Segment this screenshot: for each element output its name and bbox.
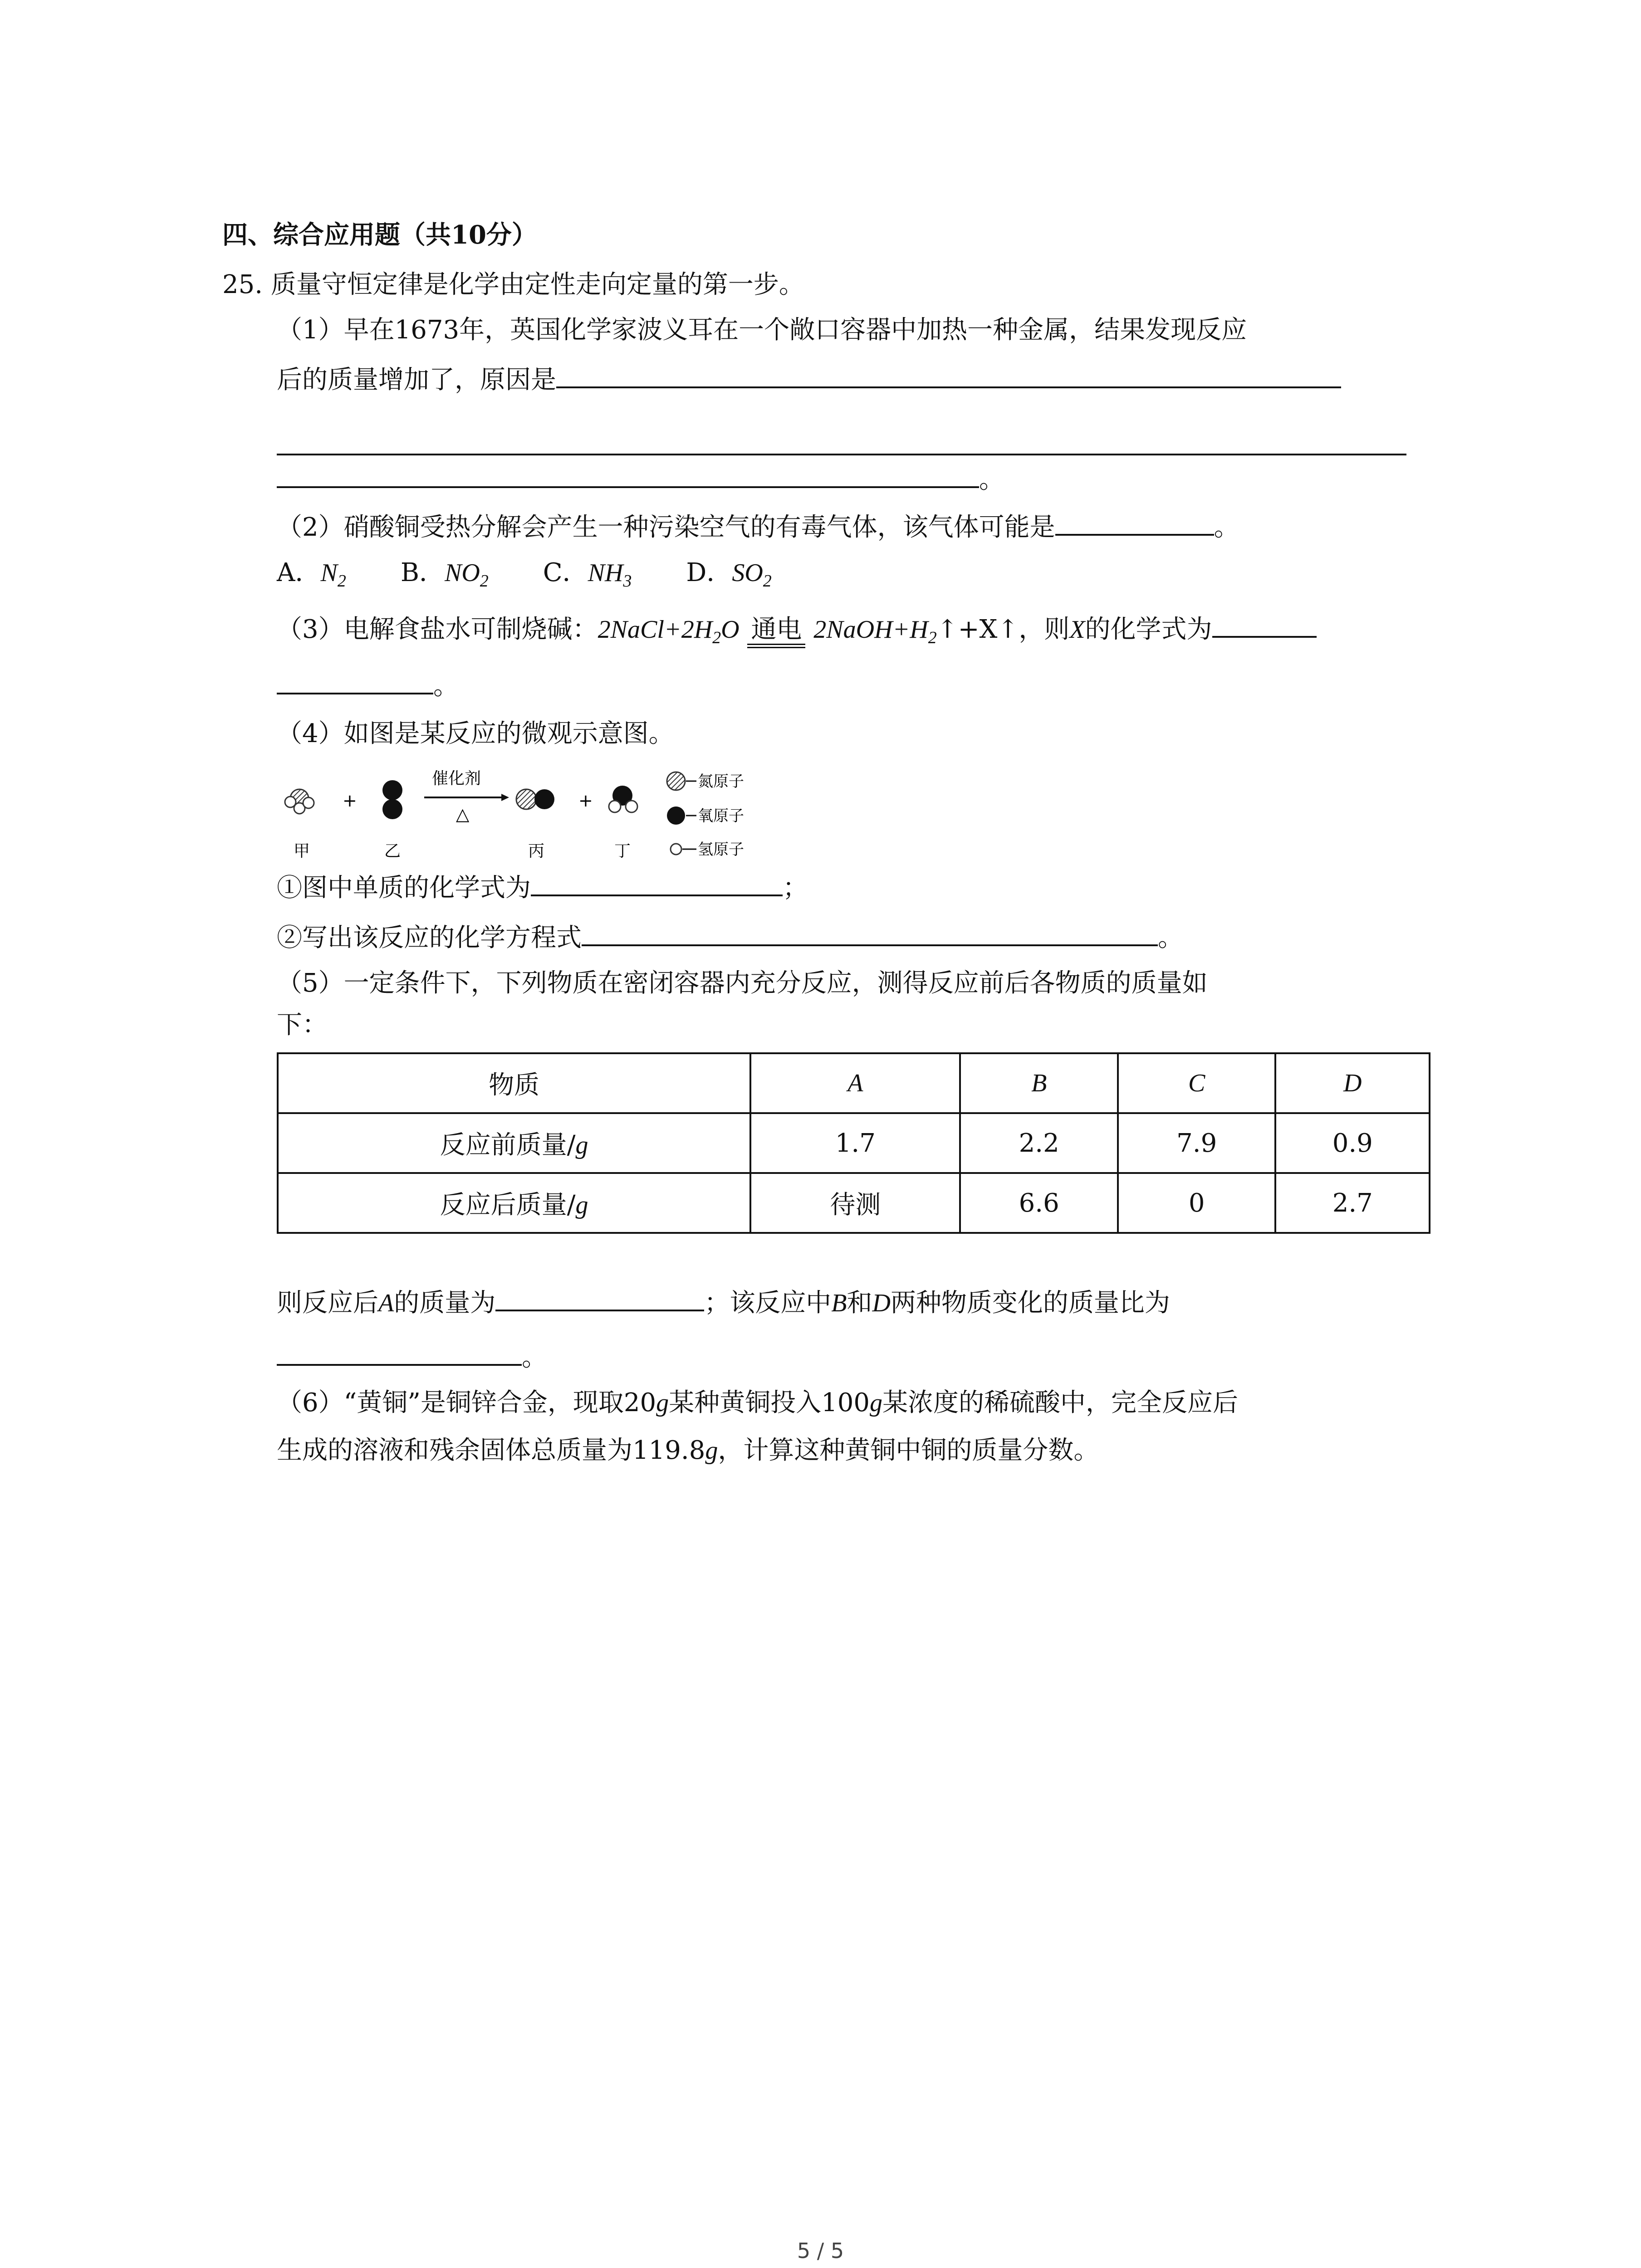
p1-end: 。 [979,465,1004,494]
p5-var-a: A [378,1289,394,1317]
table-cell: 2.2 [960,1113,1118,1173]
molecule-jia [285,789,314,814]
p5-line2: 下： [277,1010,328,1040]
p4-q2 [277,921,1183,955]
reaction-diagram [277,767,776,862]
legend-h-atom [671,844,681,855]
option-d-letter: D． [686,558,732,587]
label-ding: 丁 [614,842,631,860]
answer-blank-4b[interactable] [582,921,1158,946]
p4-q2-text: ②写出该反应的化学方程式 [277,923,582,953]
p3-products: 2NaOH+H [813,616,928,644]
p3-reactants-tail: O [721,616,740,644]
answer-blank-3a[interactable] [1212,612,1317,638]
table-row-label [278,1173,750,1233]
table-cell: 0.9 [1275,1113,1430,1173]
molecule-bing [516,789,554,809]
option-a-letter: A． [277,558,321,587]
option-a-formula: N [320,559,338,587]
p4-q2-end: 。 [1158,923,1183,953]
label-bing: 丙 [528,842,545,860]
p1-line2 [277,363,1341,397]
table-row-label [278,1113,750,1173]
p3-products-sub: 2 [928,628,937,648]
table-header-cell: C [1118,1053,1276,1113]
p5-after-e: 两种物质变化的质量比为 [890,1288,1170,1318]
label-yi: 乙 [384,842,401,860]
table-header-row [278,1053,1430,1113]
p6-line2-a: 生成的溶液和残余固体总质量为119.8 [277,1436,705,1465]
p6-line1-c: 某浓度的稀硫酸中，完全反应后 [882,1388,1239,1418]
option-b-letter: B． [400,558,445,587]
p3-condition: 通电 [747,616,805,648]
p6-unit-g3: g [705,1437,718,1465]
table-row [278,1113,1430,1173]
answer-blank-1b[interactable] [277,454,1406,455]
p4-q1 [277,871,808,905]
question-stem-text: 质量守恒定律是化学由定性走向定量的第一步。 [270,270,804,299]
row-label-text: 反应后质量/ [440,1190,576,1220]
legend-n-label: 氮原子 [698,772,744,791]
reaction-svg [277,767,776,862]
table-cell: 0 [1118,1173,1276,1233]
heat-symbol: △ [456,804,470,824]
row-label-text: 反应前质量/ [440,1130,576,1160]
option-a-sub: 2 [337,572,346,591]
option-c[interactable] [543,558,632,591]
legend-h-label: 氢原子 [698,841,744,859]
row-label-unit: g [575,1131,588,1159]
legend-n-atom [667,772,685,790]
p1-line4 [277,463,1004,497]
p6-line1-a: （6）“黄铜”是铜锌合金，现取20 [277,1388,656,1418]
p2-line [277,510,1239,545]
p2-text: （2）硝酸铜受热分解会产生一种污染空气的有毒气体，该气体可能是 [277,513,1055,542]
option-b-sub: 2 [480,572,489,591]
p5-end: 。 [522,1343,547,1372]
p3-prefix: （3）电解食盐水可制烧碱： [277,615,598,644]
option-b[interactable] [400,558,489,591]
p5-answer-line [277,1286,1170,1320]
option-c-letter: C． [543,558,588,587]
table-header-cell: B [960,1053,1118,1113]
p5-var-d: D [872,1289,891,1317]
label-jia: 甲 [293,842,310,860]
p6-unit-g1: g [656,1389,669,1417]
answer-blank-1a[interactable] [556,363,1341,388]
p3-reactants: 2NaCl+2H [598,616,713,644]
p5-var-b: B [831,1289,847,1317]
p4-q1-end: ； [783,873,808,903]
p6-line2 [277,1433,1099,1468]
answer-blank-3b[interactable] [277,669,433,694]
table-header-cell: D [1275,1053,1430,1113]
molecule-ding [609,786,637,812]
row-label-unit: g [575,1191,588,1219]
p3-line [277,612,1317,655]
p1-line2-text: 后的质量增加了，原因是 [277,365,556,395]
option-d[interactable] [686,558,772,591]
p5-after-d: 和 [847,1288,872,1318]
mass-table [277,1052,1430,1234]
table-cell: 6.6 [960,1173,1118,1233]
legend-o-label: 氧原子 [698,807,744,825]
table-row [278,1173,1430,1233]
p3-tail: 的化学式为 [1085,615,1212,644]
table-header-cell: A [750,1053,960,1113]
option-d-sub: 2 [763,572,772,591]
question-stem [222,268,804,302]
table-cell: 7.9 [1118,1113,1276,1173]
p6-line2-b: ，计算这种黄铜中铜的质量分数。 [718,1436,1099,1465]
p4-q1-text: ①图中单质的化学式为 [277,873,531,903]
p2-options [277,556,772,598]
answer-blank-4a[interactable] [531,871,783,896]
molecule-yi [382,780,402,819]
p3-products-tail: ↑+X↑，则 [936,615,1070,644]
p3-reactants-sub: 2 [712,628,721,648]
option-c-sub: 3 [623,572,632,591]
option-d-formula: SO [732,559,763,587]
answer-blank-5a[interactable] [495,1286,704,1311]
p5-after-c: ；该反应中 [704,1288,832,1318]
option-a[interactable] [277,558,346,591]
p5-after-b: 的质量为 [394,1288,496,1318]
legend-o-atom [667,807,685,825]
p2-end: 。 [1214,513,1239,542]
legend [667,772,744,859]
section-title: 四、综合应用题（共10分） [222,220,537,250]
plus-2: + [578,791,593,811]
p5-answer-line2 [277,1340,547,1375]
reaction-arrowhead [501,794,509,801]
answer-blank-1c[interactable] [277,463,979,488]
p5-line1: （5）一定条件下，下列物质在密闭容器内充分反应，测得反应前后各物质的质量如 [277,968,1208,998]
answer-blank-5b[interactable] [277,1340,522,1366]
plus-1: + [343,791,357,811]
p3-x: X [1069,616,1085,644]
answer-blank-2[interactable] [1055,510,1214,536]
catalyst-label: 催化剂 [432,769,481,788]
p3-end: 。 [433,671,459,701]
p6-unit-g2: g [870,1389,883,1417]
table-header-cell: 物质 [278,1053,750,1113]
p6-line1-b: 某种黄铜投入100 [669,1388,870,1418]
p3-line2 [277,669,459,704]
p6-line1 [277,1386,1238,1420]
table-cell: 2.7 [1275,1173,1430,1233]
p1-line1: （1）早在1673年，英国化学家波义耳在一个敞口容器中加热一种金属，结果发现反应 [277,315,1247,345]
table-cell: 1.7 [750,1113,960,1173]
p4-text: （4）如图是某反应的微观示意图。 [277,719,674,748]
p5-after-a: 则反应后 [277,1288,378,1318]
option-c-formula: NH [588,559,623,587]
page-number: 5 / 5 [797,2239,844,2263]
table-cell: 待测 [750,1173,960,1233]
option-b-formula: NO [444,559,480,587]
question-number: 25. [222,270,263,299]
